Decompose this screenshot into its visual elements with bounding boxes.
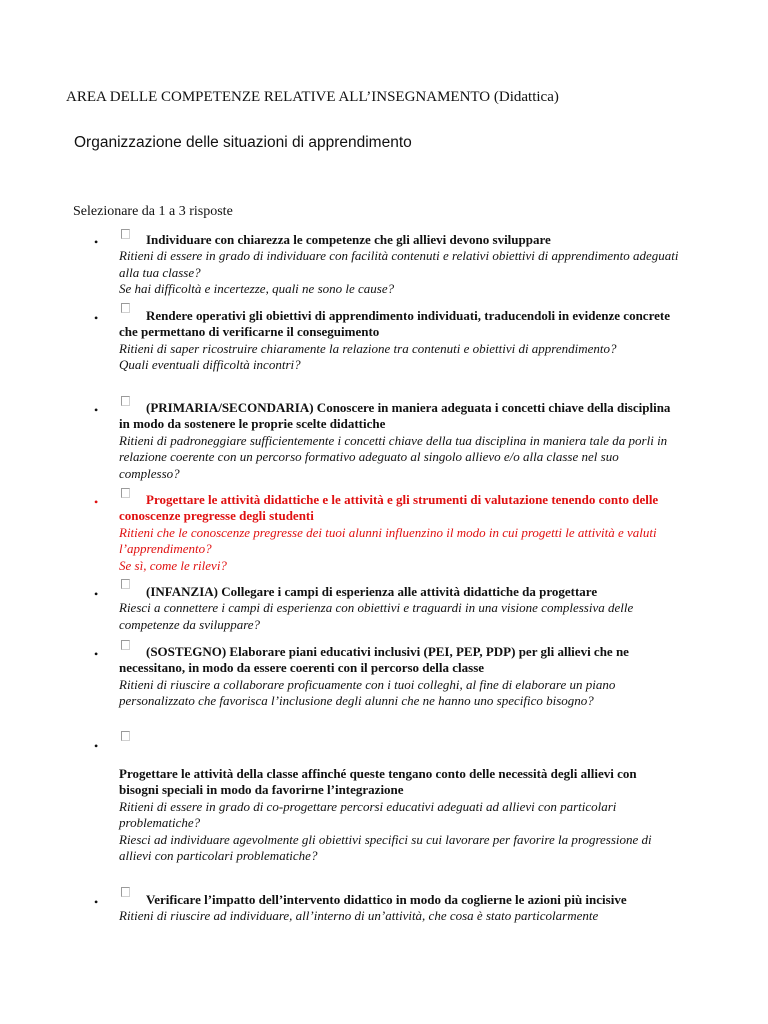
option-questions: Riesci a connettere i campi di esperienza con obiettivi e traguardi in una visione complessiva delle competenze da sviluppare? (119, 600, 634, 632)
option-heading: Individuare con chiarezza le competenze che gli allievi devono sviluppare (146, 232, 551, 247)
option-heading: (PRIMARIA/SECONDARIA) Conoscere in maniera adeguata i concetti chiave della disciplina in modo da sostenere le proprie scelte didattiche (119, 400, 671, 432)
option-questions: Ritieni di riuscire a collaborare proficuamente con i tuoi colleghi, al fine di elaborare un piano personalizzato che favorisca l’inclusione degli alunni che ne hanno uno specifico bisogno? (119, 676, 616, 709)
area-title: AREA DELLE COMPETENZE RELATIVE ALL’INSEGNAMENTO (Didattica) (66, 89, 559, 105)
bullet-icon: • (94, 647, 99, 661)
bullet-icon: • (94, 739, 99, 753)
option-questions: Ritieni di essere in grado di individuare con facilità contenuti e relativi obiettivi di apprendimento adeguati alla tua classe? Se hai difficoltà e incertezze, quali ne sono le cause? (119, 248, 679, 297)
option-heading: Progettare le attività della classe affinché queste tengano conto delle necessità degli allievi con bisogni speciali in modo da favorirne l’integrazione (119, 766, 637, 798)
option-questions: Ritieni di essere in grado di co-progettare percorsi educativi adeguati ad allievi con particolari problematiche? Riesci ad individuare agevolmente gli obiettivi specifici su cui lavorare per favorire la progressione di allievi con particolari problematiche? (119, 798, 652, 864)
bullet-icon: • (94, 587, 99, 601)
option-heading: (SOSTEGNO) Elaborare piani educativi inclusivi (PEI, PEP, PDP) per gli allievi che ne necessitano, in modo da essere coerenti con il percorso della classe (119, 644, 629, 676)
option-heading: Progettare le attività didattiche e le attività e gli strumenti di valutazione tenendo conto delle conoscenze pregresse degli studenti (119, 492, 659, 524)
bullet-icon: • (94, 495, 99, 509)
section-title: Organizzazione delle situazioni di apprendimento (74, 134, 412, 151)
bullet-icon: • (94, 235, 99, 249)
option-questions: Ritieni di padroneggiare sufficientemente i concetti chiave della tua disciplina in maniera tale da porli in relazione coerente con un percorso formativo adeguato al singolo allievo e/o alla classe nel suo complesso? (119, 432, 668, 481)
checkbox-option-7[interactable] (121, 731, 130, 741)
option-heading: Verificare l’impatto dell’intervento didattico in modo da coglierne le azioni più incisive (146, 892, 627, 907)
option-questions: Ritieni che le conoscenze pregresse dei tuoi alunni influenzino il modo in cui progetti le attività e valuti l’apprendimento? Se sì, come le rilevi? (119, 524, 657, 573)
instruction-text: Selezionare da 1 a 3 risposte (73, 204, 233, 219)
bullet-icon: • (94, 311, 99, 325)
bullet-icon: • (94, 403, 99, 417)
option-questions: Ritieni di riuscire ad individuare, all’interno di un’attività, che cosa è stato particolarmente (119, 908, 599, 924)
option-questions: Ritieni di saper ricostruire chiaramente la relazione tra contenuti e obiettivi di apprendimento? Quali eventuali difficoltà incontri? (119, 340, 617, 373)
option-heading: Rendere operativi gli obiettivi di apprendimento individuati, traducendoli in evidenze concrete che permettano di verificarne il conseguimento (119, 308, 670, 340)
option-heading: (INFANZIA) Collegare i campi di esperienza alle attività didattiche da progettare (146, 584, 598, 599)
bullet-icon: • (94, 895, 99, 909)
